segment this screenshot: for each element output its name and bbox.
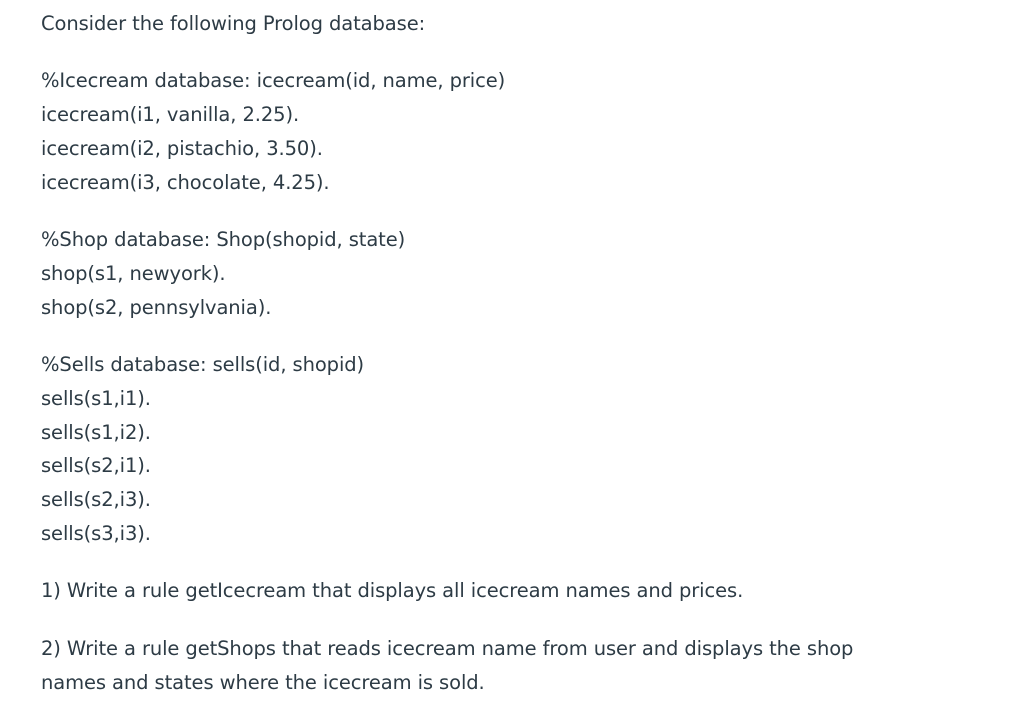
sells-fact: sells(s2,i1). [41,454,151,477]
shop-fact: shop(s2, pennsylvania). [41,296,272,319]
icecream-comment: %Icecream database: icecream(id, name, price) [41,69,506,92]
sells-comment: %Sells database: sells(id, shopid) [41,353,365,376]
sells-fact: sells(s1,i2). [41,421,151,444]
question-1: 1) Write a rule getIcecream that displays all icecream names and prices. [41,579,744,602]
sells-fact: sells(s3,i3). [41,522,151,545]
sells-fact: sells(s2,i3). [41,488,151,511]
icecream-fact: icecream(i2, pistachio, 3.50). [41,137,323,160]
intro-text: Consider the following Prolog database: [41,12,426,35]
icecream-fact: icecream(i3, chocolate, 4.25). [41,171,330,194]
question-2-line-2: names and states where the icecream is sold. [41,671,485,694]
shop-comment: %Shop database: Shop(shopid, state) [41,228,406,251]
question-2-line-1: 2) Write a rule getShops that reads icecream name from user and displays the shop [41,637,854,660]
icecream-fact: icecream(i1, vanilla, 2.25). [41,103,300,126]
sells-fact: sells(s1,i1). [41,387,151,410]
shop-fact: shop(s1, newyork). [41,262,226,285]
